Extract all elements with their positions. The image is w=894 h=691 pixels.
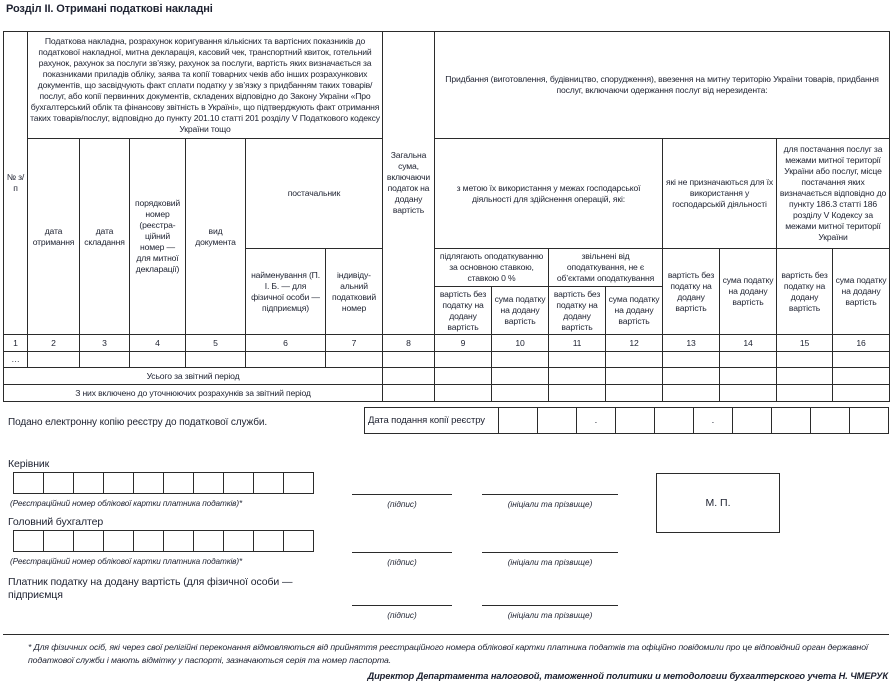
reg-box [74, 531, 104, 552]
reg-box [164, 473, 194, 494]
header-non-business: які не призначаються для їх використання у господарській діяльності [663, 139, 777, 249]
reg-box [134, 473, 164, 494]
col-num-5: 5 [186, 335, 246, 352]
table-cell-empty [435, 385, 492, 402]
reg-box [104, 473, 134, 494]
header-vat-sum-10: сума податку на додану вартість [492, 287, 549, 335]
date-cell [772, 408, 811, 434]
director-signature-line: Директор Департамента налоговой, таможенной политики и методологии бухгалтерского учета Н. ЧМЕРУК [367, 671, 888, 681]
header-value-no-vat-11: вартість без податку на додану вартість [549, 287, 606, 335]
header-row-1 [4, 32, 890, 139]
header-doc-types: Податкова накладна, розрахунок коригування кількісних та вартісних показників до податкової накладної, митна декларація, касовий чек, транспортний квиток, готельний рахунок, рахунок за послуги зв’язку, рахунок за послуги, вартість яких визначається за показниками приладів обліку, заява та копії товарних чеків або інших розрахункових документів, що засвідчують факт сплати податку у зв’язку з придбанням таких товарів/послуг, або копії первинних документів, складених відповідно до Закону України «Про бухгалтерський облік та фінансову звітність в Україні», що підтверджують факт отримання таких товарів/послуг, відповідно до пункту 201.10 статті 201 розділу V Податкового кодексу України тощо [28, 32, 383, 139]
accountant-initials-label: (ініціали та прізвище) [507, 558, 593, 567]
header-supplier: постачальник [246, 139, 383, 249]
col-num-9: 9 [435, 335, 492, 352]
table-cell-empty [435, 352, 492, 368]
col-num-11: 11 [549, 335, 606, 352]
date-cell [538, 408, 577, 434]
head-initials-line [482, 494, 618, 495]
stamp-label: М. П. [705, 497, 731, 509]
table-cell-empty [606, 368, 663, 385]
header-supplier-inn: індивідуальний податковий номер [326, 249, 383, 335]
table-cell-empty [80, 352, 130, 368]
header-purpose: з метою їх використання у межах господарської діяльності для здійснення операцій, які: [435, 139, 663, 249]
header-serial-number: порядковий номер (реєстраційний номер — для митної декларації) [130, 139, 186, 335]
reg-box [224, 531, 254, 552]
reg-box [14, 531, 44, 552]
section-title: Розділ II. Отримані податкові накладні [6, 3, 213, 15]
reg-box [194, 473, 224, 494]
totals-row [4, 368, 890, 385]
clarifying-row [4, 385, 890, 402]
header-vat-sum-12: сума податку на додану вартість [606, 287, 663, 335]
head-initials-label: (ініціали та прізвище) [507, 500, 593, 509]
header-acquisition: Придбання (виготовлення, будівництво, спорудження), ввезення на митну територію України товарів, придбання послуг, включаючи одержання послуг від нерезидента: [435, 32, 890, 139]
table-cell-empty [720, 385, 777, 402]
date-cell [850, 408, 889, 434]
table-cell-empty [383, 368, 435, 385]
stamp-box [656, 473, 780, 533]
col-num-12: 12 [606, 335, 663, 352]
table-cell-empty [549, 385, 606, 402]
vat-payer-label: Платник податку на додану вартість (для фізичної особи — підприємця [8, 576, 293, 602]
header-date-received: дата отримання [28, 139, 80, 335]
vat-payer-initials-label: (ініціали та прізвище) [507, 611, 593, 620]
accountant-regnumber-boxes [13, 530, 314, 552]
col-num-14: 14 [720, 335, 777, 352]
table-cell-empty [663, 368, 720, 385]
reg-box [194, 531, 224, 552]
header-vat-sum-16: сума податку на додану вартість [833, 249, 890, 335]
col-num-15: 15 [777, 335, 833, 352]
table-cell-empty [777, 352, 833, 368]
col-num-3: 3 [80, 335, 130, 352]
accountant-initials-line [482, 552, 618, 553]
reg-box [134, 531, 164, 552]
col-num-8: 8 [383, 335, 435, 352]
vat-payer-signature-line [352, 605, 452, 606]
header-value-no-vat-9: вартість без податку на додану вартість [435, 287, 492, 335]
col-num-10: 10 [492, 335, 549, 352]
header-exempt: звільнені від оподаткування, не є об’єктами оподаткування [549, 249, 663, 287]
clarifying-label: З них включено до уточнюючих розрахунків за звітний період [4, 385, 383, 402]
table-cell-empty [492, 385, 549, 402]
reg-box [164, 531, 194, 552]
col-num-1: 1 [4, 335, 28, 352]
table-cell-empty [663, 385, 720, 402]
table-cell-empty [720, 352, 777, 368]
register-table [3, 31, 890, 402]
table-cell-empty [28, 352, 80, 368]
header-total-sum: Загальна сума, включаючи податок на додану вартість [383, 32, 435, 335]
col-num-6: 6 [246, 335, 326, 352]
reg-box [14, 473, 44, 494]
head-reg-note: (Реєстраційний номер облікової картки платника податків)* [10, 499, 243, 508]
accountant-label: Головний бухгалтер [8, 516, 104, 528]
header-date-made: дата складання [80, 139, 130, 335]
header-vat-sum-14: сума податку на додану вартість [720, 249, 777, 335]
table-cell-empty [833, 352, 890, 368]
header-row-2 [4, 139, 890, 249]
head-label: Керівник [8, 458, 50, 470]
reg-box [74, 473, 104, 494]
col-num-13: 13 [663, 335, 720, 352]
date-cell [655, 408, 694, 434]
table-cell-empty [606, 385, 663, 402]
col-num-2: 2 [28, 335, 80, 352]
header-abroad: для постачання послуг за межами митної території України або послуг, місце постачання яких визначається відповідно до пункту 186.3 статті 186 розділу V Кодексу за межами митної території України [777, 139, 890, 249]
submission-text: Подано електронну копію реєстру до податкової служби. [8, 417, 268, 428]
accountant-signature-line [352, 552, 452, 553]
vat-payer-signature-label: (підпис) [387, 611, 417, 620]
column-numbers-row [4, 335, 890, 352]
table-cell-empty [130, 352, 186, 368]
date-cell [733, 408, 772, 434]
table-cell-empty [777, 385, 833, 402]
head-signature-line [352, 494, 452, 495]
reg-box [224, 473, 254, 494]
date-cell [616, 408, 655, 434]
vat-payer-initials-line [482, 605, 618, 606]
table-cell-empty [663, 352, 720, 368]
header-value-no-vat-15: вартість без податку на додану вартість [777, 249, 833, 335]
col-num-4: 4 [130, 335, 186, 352]
submission-date-label: Дата подання копії реєстру [365, 408, 499, 434]
col-num-16: 16 [833, 335, 890, 352]
table-cell-empty [435, 368, 492, 385]
head-regnumber-boxes [13, 472, 314, 494]
table-cell-empty [777, 368, 833, 385]
date-cell [499, 408, 538, 434]
table-cell-empty [492, 352, 549, 368]
table-cell-empty [246, 352, 326, 368]
reg-box [254, 473, 284, 494]
footer-divider [3, 634, 889, 635]
table-cell-empty [720, 368, 777, 385]
header-taxable: підлягають оподаткуванню за основною ставкою, ставкою 0 % [435, 249, 549, 287]
date-cell [811, 408, 850, 434]
table-cell-empty [606, 352, 663, 368]
accountant-signature-label: (підпис) [387, 558, 417, 567]
reg-box [104, 531, 134, 552]
table-cell-empty [833, 368, 890, 385]
submission-date-table [364, 407, 889, 434]
date-dot-cell: . [577, 408, 616, 434]
table-cell-empty [833, 385, 890, 402]
reg-box [284, 531, 314, 552]
table-cell-empty [383, 352, 435, 368]
table-cell-empty [549, 368, 606, 385]
reg-box [44, 531, 74, 552]
head-signature-label: (підпис) [387, 500, 417, 509]
totals-label: Усього за звітний період [4, 368, 383, 385]
table-cell-empty [549, 352, 606, 368]
ellipsis-cell: … [4, 352, 28, 368]
header-supplier-name: найменування (П. І. Б. — для фізичної особи — підприємця) [246, 249, 326, 335]
header-doc-kind: вид документа [186, 139, 246, 335]
reg-box [254, 531, 284, 552]
date-dot-cell: . [694, 408, 733, 434]
header-npp: № з/п [4, 32, 28, 335]
table-cell-empty [326, 352, 383, 368]
table-cell-empty [383, 385, 435, 402]
accountant-reg-note: (Реєстраційний номер облікової картки платника податків)* [10, 557, 243, 566]
header-value-no-vat-13: вартість без податку на додану вартість [663, 249, 720, 335]
footnote-text: * Для фізичних осіб, які через свої релігійні переконання відмовляються від прийняття реєстраційного номера облікової картки платника податків та офіційно повідомили про це відповідний орган державної податкової служби і мають відмітку у паспорті, зазначаються серія та номер паспорта. [28, 642, 868, 666]
col-num-7: 7 [326, 335, 383, 352]
ellipsis-row [4, 352, 890, 368]
reg-box [284, 473, 314, 494]
table-cell-empty [492, 368, 549, 385]
table-cell-empty [186, 352, 246, 368]
reg-box [44, 473, 74, 494]
